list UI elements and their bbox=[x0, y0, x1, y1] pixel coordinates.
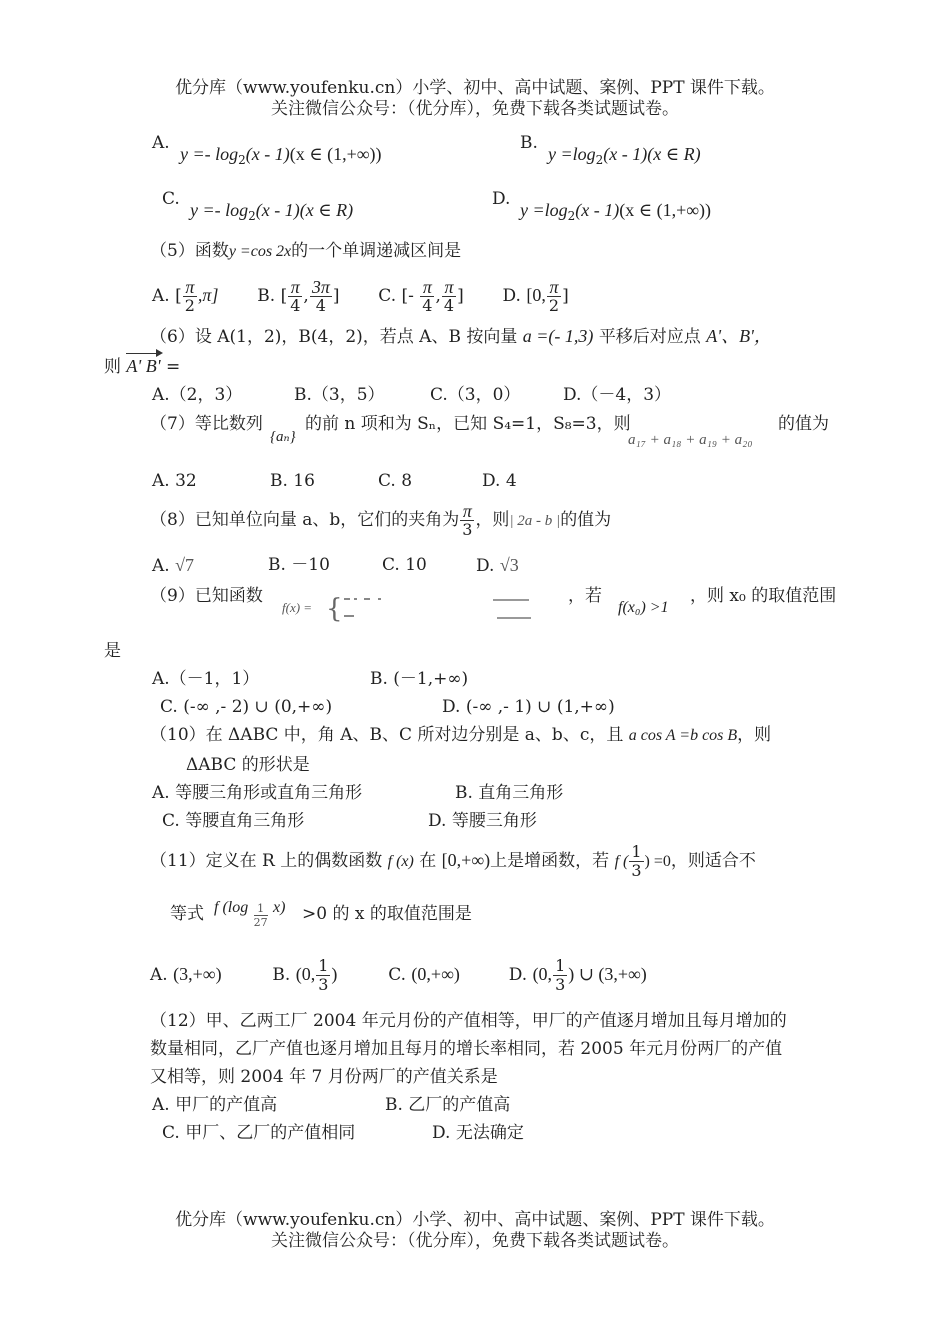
q8-option-c: C. 10 bbox=[382, 555, 427, 575]
q11-stem-f: >0 的 x 的取值范围是 bbox=[302, 904, 472, 924]
q8-option-b: B. －10 bbox=[268, 555, 330, 575]
q6-stem: （6）设 A(1，2)，B(4，2)，若点 A、B 按向量 a =(- 1,3) 平移后对应点 A'、B'， bbox=[150, 326, 772, 347]
q9-piecewise-function bbox=[280, 590, 580, 630]
q4-option-c-label: C. bbox=[162, 189, 180, 209]
footer-line-2: 关注微信公众号：（优分库），免费下载各类试题试卷。 bbox=[271, 1231, 679, 1251]
q6-option-b: B.（3，5） bbox=[294, 385, 385, 405]
q12-option-a: A. 甲厂的产值高 bbox=[152, 1095, 278, 1115]
piecewise-mark bbox=[493, 599, 529, 601]
q4-option-c-expr: $y =- \log_2(x - 1)(x$ ∈ R) bbox=[190, 200, 354, 223]
q5-options: A. [ $\frac{\pi}{2}$ ,π] B. [ $\frac{\pi}{4}$ , $\frac{3\pi}{4}$ ] C. [- $\frac{\pi}{4}$ , $\frac{\pi}{4}$ ] D. [0, $\frac{\pi}{2}$ ] bbox=[152, 277, 569, 315]
q12-option-c: C. 甲厂、乙厂的产值相同 bbox=[162, 1123, 356, 1143]
q11-inequality: f (log $\frac{1}{27}$ x) bbox=[214, 899, 286, 929]
q7-option-a: A. 32 bbox=[152, 471, 197, 491]
piecewise-mark bbox=[497, 617, 531, 619]
q9-option-c: C. (-∞ ,- 2) ∪ (0,+∞) bbox=[160, 697, 333, 717]
q4-option-d-label: D. bbox=[492, 189, 511, 209]
q9-condition: f(x₀) >1 bbox=[618, 599, 669, 616]
q11-options: A. (3,+∞) B. (0, $\frac{1}{3}$ ) C. (0,+∞) D. (0, $\frac{1}{3}$ ) ∪ (3,+∞) bbox=[150, 956, 647, 994]
piecewise-mark bbox=[378, 598, 381, 600]
q4-option-a-label: A. bbox=[152, 133, 170, 153]
q7-stem: （7）等比数列 bbox=[150, 414, 263, 434]
q12-line-3: 又相等，则 2004 年 7 月份两厂的产值关系是 bbox=[150, 1067, 498, 1087]
q5-stem: （5）函数y =cos 2x的一个单调递减区间是 bbox=[150, 241, 462, 261]
q10-option-c: C. 等腰直角三角形 bbox=[162, 811, 305, 831]
q8-option-a: A. √7 bbox=[152, 555, 194, 576]
q6-stem-cont: 则 A' B' = bbox=[104, 356, 181, 377]
q9-stem-d: 是 bbox=[104, 641, 121, 661]
piecewise-function-image bbox=[280, 590, 580, 628]
q12-line-1: （12）甲、乙两工厂 2004 年元月份的产值相等，甲厂的产值逐月增加且每月增加的 bbox=[150, 1011, 787, 1031]
q11-stem: （11）定义在 R 上的偶数函数 f (x) 在 [0,+∞)上是增函数，若 f ( $\frac{1}{3}$ ) =0，则适合不 bbox=[150, 842, 756, 880]
q8-frac-den: 3 bbox=[462, 520, 473, 539]
q7-option-d: D. 4 bbox=[482, 471, 517, 491]
q6-option-c: C.（3，0） bbox=[430, 385, 521, 405]
q8-stem: （8）已知单位向量 a、b，它们的夹角为 $\frac{\pi}{3}$ ，则| 2a - b |的值为 bbox=[150, 501, 612, 539]
q4-option-d-expr: $y =\log_2(x - 1)(x$ ∈ (1,+∞)) bbox=[520, 200, 712, 223]
footer-line-1: 优分库（www.youfenku.cn）小学、初中、高中试题、案例、PPT 课件下载。 bbox=[175, 1210, 775, 1230]
q9-stem-b: ，若 bbox=[568, 586, 602, 606]
q9-option-d: D. (-∞ ,- 1) ∪ (1,+∞) bbox=[442, 697, 615, 717]
header-line-1: 优分库（www.youfenku.cn）小学、初中、高中试题、案例、PPT 课件下载。 bbox=[175, 78, 775, 98]
q10-option-d: D. 等腰三角形 bbox=[428, 811, 537, 831]
q6-option-d: D.（－4，3） bbox=[563, 385, 672, 405]
q9-option-a: A.（－1，1） bbox=[152, 669, 260, 689]
q4-option-a-expr: $y =- \log_2(x - 1)(x$ ∈ (1,+∞)) bbox=[180, 144, 382, 167]
q7-stem-end: 的值为 bbox=[778, 414, 829, 434]
q4-option-b-expr: $y =\log_2(x - 1)(x$ ∈ R) bbox=[548, 144, 701, 167]
header-line-2: 关注微信公众号：（优分库），免费下载各类试题试卷。 bbox=[271, 99, 679, 119]
q9-option-b: B. (－1,+∞) bbox=[370, 669, 469, 689]
q12-option-d: D. 无法确定 bbox=[432, 1123, 524, 1143]
q10-option-a: A. 等腰三角形或直角三角形 bbox=[152, 783, 363, 803]
piecewise-fx-text: f(x) = bbox=[282, 600, 313, 615]
q10-stem: （10）在 ΔABC 中，角 A、B、C 所对边分别是 a、b、c，且 a cos A =b cos B，则 bbox=[150, 725, 772, 745]
q12-line-2: 数量相同，乙厂产值也逐月增加且每月的增长率相同，若 2005 年元月份两厂的产值 bbox=[150, 1039, 783, 1059]
q12-option-b: B. 乙厂的产值高 bbox=[385, 1095, 511, 1115]
piecewise-brace: { bbox=[326, 594, 343, 624]
q11-stem-e: 等式 bbox=[170, 904, 204, 924]
q4-option-b-label: B. bbox=[520, 133, 538, 153]
q10-stem-cont: ΔABC 的形状是 bbox=[186, 755, 310, 775]
q9-stem: （9）已知函数 bbox=[150, 586, 263, 606]
piecewise-mark bbox=[364, 598, 370, 600]
q7-stem-mid: 的前 n 项和为 Sₙ，已知 S₄=1，S₈=3，则 bbox=[305, 414, 631, 434]
piecewise-mark bbox=[354, 598, 357, 600]
q9-stem-c: ，则 x₀ 的取值范围 bbox=[690, 586, 837, 606]
q7-option-b: B. 16 bbox=[270, 471, 315, 491]
q7-seq: {aₙ} bbox=[270, 429, 296, 445]
piecewise-mark bbox=[344, 615, 354, 617]
q8-option-d: D. √3 bbox=[476, 555, 519, 576]
q7-sum-expr: a₁₇ + a₁₈ + a₁₉ + a₂₀ bbox=[628, 432, 753, 448]
q10-option-b: B. 直角三角形 bbox=[455, 783, 564, 803]
piecewise-mark bbox=[344, 598, 350, 600]
q7-option-c: C. 8 bbox=[378, 471, 413, 491]
q6-option-a: A.（2，3） bbox=[152, 385, 243, 405]
